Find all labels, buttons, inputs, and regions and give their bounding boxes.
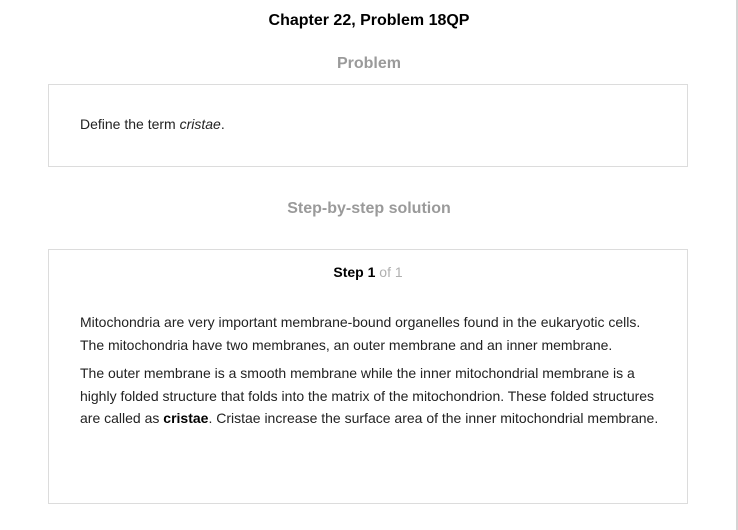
- step-body: [80, 311, 665, 430]
- step-paragraph-1: Mitochondria are very important membrane-bound organelles found in the eukaryotic cells. The mitochondria have two membranes, an outer membrane and an inner membrane.: [80, 314, 641, 353]
- step-paragraph-2-term: cristae: [163, 410, 209, 426]
- step-label-word: Step: [333, 264, 364, 280]
- chapter-title: Chapter 22, Problem 18QP: [268, 12, 470, 29]
- step-box: [48, 249, 688, 504]
- problem-heading: Problem: [336, 55, 401, 72]
- step-label: [49, 264, 687, 280]
- step-paragraph-2-prefix: The outer membrane is a smooth membrane while the inner mitochondrial membrane is a highly folded structure that folds into the matrix of the mitochondrion. These folded structures are called as: [80, 365, 655, 426]
- problem-box: [48, 84, 688, 167]
- step-label-number: 1: [367, 264, 376, 280]
- step-label-of: of 1: [375, 264, 403, 280]
- step-paragraph-2: [80, 362, 665, 430]
- step-paragraph-2-suffix: . Cristae increase the surface area of the inner mitochondrial membrane.: [208, 410, 659, 426]
- problem-text-prefix: Define the term: [80, 116, 180, 132]
- problem-text-suffix: .: [220, 116, 225, 132]
- solution-heading: Step-by-step solution: [287, 200, 451, 217]
- problem-term: cristae: [179, 116, 221, 132]
- problem-text: [80, 116, 225, 132]
